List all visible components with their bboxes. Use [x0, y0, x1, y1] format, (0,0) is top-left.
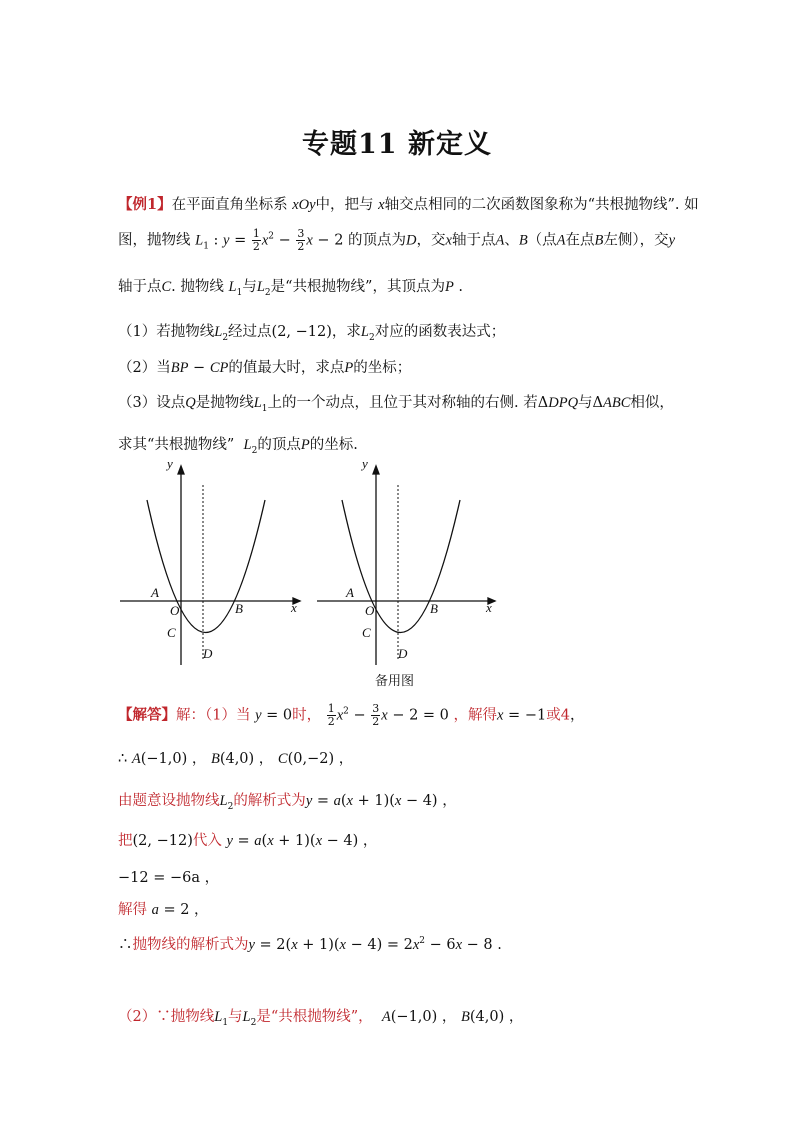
page-title: 专题11 新定义	[302, 129, 492, 160]
solution-line-3: 由题意设抛物线$L_2$的解析式为y = a(x + 1)(x − 4) ，	[118, 793, 457, 812]
question-3-cont: 求其“共根抛物线” $L_2$的顶点P的坐标.	[118, 437, 358, 456]
point-b-label: B	[430, 601, 438, 616]
problem-line-3: 轴于点C. 抛物线 $L_1$与$L_2$是“共根抛物线”，其顶点为P .	[118, 279, 464, 298]
origin-label: O	[170, 603, 180, 618]
solution-line-7: ∴抛物线的解析式为$y = 2(x + 1)(x - 4) = 2x^2 - 6x - 8$ .	[118, 936, 502, 953]
parabola-figure-spare	[312, 460, 502, 670]
solution-line-6: 解得 a = 2 ，	[118, 902, 209, 918]
solution-line-5: −12 = −6a ，	[118, 870, 220, 886]
solution-label: 【解答】	[118, 706, 176, 724]
question-3: （3）设点Q是抛物线$L_1$上的一个动点，且位于其对称轴的右侧. 若ΔDPQ与ΔABC相似，	[118, 395, 674, 414]
solution-line-1: 【解答】解：（1）当 y = 0时， $\frac{1}{2}$ $x^2$ − $\frac{3}{2}$ x − 2 = 0 ，解得x = −1或4，	[118, 702, 585, 728]
example-label: 【例1】	[118, 196, 172, 213]
solution-line-8: （2）∵抛物线$L_1$与$L_2$是“共根抛物线”， A(−1,0) ， B(4,0) ，	[118, 1009, 524, 1028]
point-c-label: C	[362, 625, 371, 640]
solution-line-2: ∴ A(−1,0) ， B(4,0) ， C(0,−2) ，	[118, 751, 354, 767]
point-a-label: A	[346, 585, 354, 600]
y-axis-arrow	[373, 466, 379, 474]
y-axis-label: y	[167, 460, 173, 471]
figure-caption: 备用图	[375, 674, 415, 689]
question-1: （1）若抛物线$L_2$经过点(2, −12)，求$L_2$对应的函数表达式；	[118, 324, 506, 343]
point-d-label: D	[398, 646, 408, 661]
point-a-label: A	[151, 585, 159, 600]
parabola-curve	[147, 500, 265, 633]
point-d-label: D	[203, 646, 213, 661]
x-axis-label: x	[291, 600, 297, 615]
solution-line-4: 把(2, −12)代入 y = a(x + 1)(x − 4) ，	[118, 833, 378, 849]
question-2: （2）当BP − CP的值最大时，求点P的坐标；	[118, 360, 412, 376]
parabola-figure-main	[115, 460, 305, 670]
problem-line-1: 【例1】在平面直角坐标系 xOy中，把与 x轴交点相同的二次函数图象称为“共根抛物线”. 如	[118, 196, 699, 213]
x-axis-label: x	[486, 600, 492, 615]
parabola-curve	[342, 500, 460, 633]
origin-label: O	[365, 603, 375, 618]
point-b-label: B	[235, 601, 243, 616]
point-c-label: C	[167, 625, 176, 640]
y-axis-arrow	[178, 466, 184, 474]
y-axis-label: y	[362, 460, 368, 471]
problem-line-2: 图，抛物线 $L_1$ : y = $\frac{1}{2}$ $x^2$ − $\frac{3}{2}$ x − 2 的顶点为D，交x轴于点A、B（点A在点B左侧），交y	[118, 227, 676, 253]
